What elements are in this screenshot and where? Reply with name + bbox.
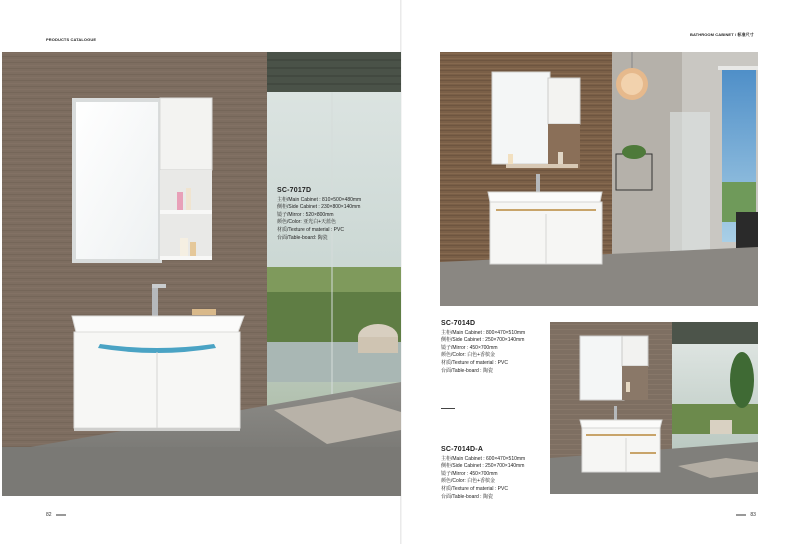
spec-line: 主柜/Main Cabinet : 600×470×510mm (441, 455, 526, 462)
sc-7014d-specs (441, 320, 525, 375)
model-title: SC-7017D (277, 187, 312, 194)
page-number: 82 (46, 512, 52, 518)
spec-line: 材质/Texture of material : PVC (441, 359, 508, 366)
spec-line: 侧柜/Side Cabinet : 250×700×140mm (441, 337, 525, 344)
sc-7014d-photo (440, 52, 758, 306)
spec-line: 台面/Table-board: 陶瓷 (277, 234, 328, 241)
page-number: 83 (750, 512, 756, 518)
spec-line: 颜色/Color: 亚光白+天蓝色 (277, 219, 337, 226)
spec-line: 主柜/Main Cabinet : 800×470×510mm (441, 329, 526, 336)
spec-line: 颜色/Color: 白色+香槟金 (441, 478, 496, 485)
spec-line: 材质/Texture of material : PVC (277, 226, 344, 233)
spec-line: 镜子/Mirror : 450×700mm (441, 470, 498, 477)
sc-7014d-a-photo (550, 322, 758, 494)
spec-divider (441, 408, 455, 409)
spec-line: 台面/Table-board : 陶瓷 (441, 367, 493, 374)
catalogue-header: PRODUCTS CATALOGUE (46, 37, 97, 42)
spec-line: 材质/Texture of material : PVC (441, 485, 508, 492)
spec-line: 镜子/Mirror : 450×700mm (441, 344, 498, 351)
spec-line: 侧柜/Side Cabinet : 250×700×140mm (441, 463, 525, 470)
spec-line: 镜子/Mirror : 520×800mm (277, 211, 334, 218)
brand-mark (56, 514, 66, 516)
page-number-right (736, 512, 756, 518)
section-header: BATHROOM CABINET / 标准尺寸 (690, 32, 754, 37)
spec-line: 颜色/Color: 白色+香槟金 (441, 352, 496, 359)
model-title: SC-7014D-A (441, 446, 484, 453)
model-title: SC-7014D (441, 320, 476, 327)
brand-mark (736, 514, 746, 516)
page-number-left (46, 512, 66, 518)
spec-line: 侧柜/Side Cabinet : 230×800×140mm (277, 204, 361, 211)
sc-7017d-photo (2, 52, 401, 496)
spec-line: 台面/Table-board : 陶瓷 (441, 493, 493, 500)
sc-7014d-a-specs (441, 446, 525, 501)
sc-7017d-specs (277, 187, 361, 242)
spec-line: 主柜/Main Cabinet : 810×500×480mm (277, 196, 362, 203)
